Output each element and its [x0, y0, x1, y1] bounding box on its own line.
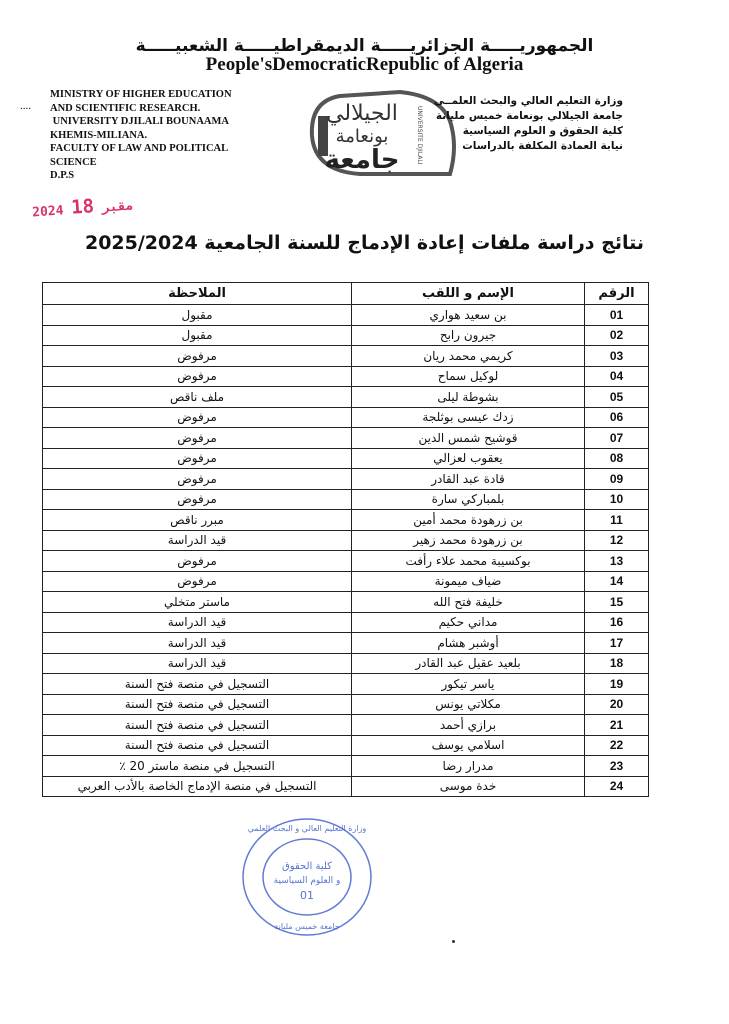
- student-name: بن زرهودة محمد أمين: [352, 510, 585, 531]
- student-name: يعقوب لعزالي: [352, 448, 585, 469]
- student-name: بن سعيد هواري: [352, 305, 585, 326]
- row-number: 22: [585, 735, 649, 756]
- student-name: كريمي محمد ريان: [352, 346, 585, 367]
- table-row: [43, 612, 649, 633]
- table-row: [43, 756, 649, 777]
- student-name: بشوطة ليلى: [352, 387, 585, 408]
- table-row: [43, 571, 649, 592]
- row-remark: قيد الدراسة: [43, 612, 352, 633]
- table-row: [43, 715, 649, 736]
- row-remark: مقبول: [43, 305, 352, 326]
- row-remark: مقبول: [43, 325, 352, 346]
- table-row: [43, 674, 649, 695]
- table-row: [43, 592, 649, 613]
- row-number: 08: [585, 448, 649, 469]
- table-row: [43, 694, 649, 715]
- table-row: [43, 551, 649, 572]
- column-header-number: الرقم: [585, 283, 649, 305]
- row-remark: مرفوض: [43, 366, 352, 387]
- table-header-row: [43, 283, 649, 305]
- margin-dots: ....: [20, 100, 31, 112]
- row-number: 04: [585, 366, 649, 387]
- table-row: [43, 428, 649, 449]
- row-remark: التسجيل في منصة فتح السنة: [43, 674, 352, 695]
- student-name: ضياف ميمونة: [352, 571, 585, 592]
- row-number: 10: [585, 489, 649, 510]
- institution-line: D.P.S: [50, 170, 75, 181]
- date-stamp: [31, 192, 133, 221]
- row-remark: مرفوض: [43, 346, 352, 367]
- row-number: 09: [585, 469, 649, 490]
- row-number: 17: [585, 633, 649, 654]
- student-name: مداني حكيم: [352, 612, 585, 633]
- student-name: بوكسيبة محمد علاء رأفت: [352, 551, 585, 572]
- student-name: برازي أحمد: [352, 715, 585, 736]
- student-name: قوشيح شمس الدين: [352, 428, 585, 449]
- results-table: [42, 282, 649, 797]
- institution-line: كلية الحقوق و العلوم السياسية: [462, 125, 623, 137]
- row-number: 23: [585, 756, 649, 777]
- institution-line: FACULTY OF LAW AND POLITICAL: [50, 143, 229, 154]
- row-number: 05: [585, 387, 649, 408]
- student-name: لوكيل سماح: [352, 366, 585, 387]
- svg-text:كلية الحقوق: كلية الحقوق: [282, 861, 332, 872]
- table-row: [43, 407, 649, 428]
- row-number: 18: [585, 653, 649, 674]
- student-name: بلمباركي سارة: [352, 489, 585, 510]
- table-row: [43, 776, 649, 797]
- row-number: 03: [585, 346, 649, 367]
- table-row: [43, 735, 649, 756]
- row-remark: مرفوض: [43, 428, 352, 449]
- table-row: [43, 633, 649, 654]
- institution-line: UNIVERSITY DJILALI BOUNAAMA: [50, 116, 230, 127]
- row-number: 11: [585, 510, 649, 531]
- row-number: 06: [585, 407, 649, 428]
- table-row: [43, 325, 649, 346]
- row-number: 12: [585, 530, 649, 551]
- scan-speck: [452, 940, 455, 943]
- svg-text:وزارة التعليم العالي و البحث ا: وزارة التعليم العالي و البحث العلمي: [247, 824, 367, 833]
- row-number: 14: [585, 571, 649, 592]
- student-name: مدرار رضا: [352, 756, 585, 777]
- svg-text:بونعامة: بونعامة: [335, 126, 389, 147]
- official-stamp: [238, 815, 376, 939]
- svg-text:الجيلالي: الجيلالي: [326, 101, 398, 126]
- table-row: [43, 305, 649, 326]
- table-row: [43, 448, 649, 469]
- date-year: 2024: [31, 203, 65, 221]
- row-remark: مرفوض: [43, 448, 352, 469]
- country-name-english: People'sDemocraticRepublic of Algeria: [205, 54, 524, 75]
- row-remark: قيد الدراسة: [43, 633, 352, 654]
- row-remark: مرفوض: [43, 551, 352, 572]
- row-remark: قيد الدراسة: [43, 530, 352, 551]
- date-month: مقبر: [101, 198, 134, 216]
- column-header-remark: الملاحظة: [43, 283, 352, 305]
- row-remark: التسجيل في منصة ماستر 20 ٪: [43, 756, 352, 777]
- row-remark: مرفوض: [43, 469, 352, 490]
- row-remark: ملف ناقص: [43, 387, 352, 408]
- student-name: ياسر تيكور: [352, 674, 585, 695]
- student-name: مكلاتي يونس: [352, 694, 585, 715]
- row-remark: التسجيل في منصة فتح السنة: [43, 735, 352, 756]
- table-row: [43, 387, 649, 408]
- institution-line: MINISTRY OF HIGHER EDUCATION: [50, 89, 232, 100]
- table-row: [43, 489, 649, 510]
- row-remark: مرفوض: [43, 489, 352, 510]
- row-remark: التسجيل في منصة الإدماج الخاصة بالأدب العربي: [43, 776, 352, 797]
- svg-text:و العلوم السياسية: و العلوم السياسية: [273, 876, 341, 886]
- svg-text:جامعة: جامعة: [324, 145, 400, 175]
- row-number: 01: [585, 305, 649, 326]
- row-remark: ماستر متخلي: [43, 592, 352, 613]
- institution-line: نيابة العمادة المكلفة بالدراسات: [462, 140, 623, 152]
- country-name-arabic: الجمهوريـــــة الجزائريـــــة الديمقراطيـــــة الشعبيـــــة: [135, 36, 594, 56]
- table-row: [43, 469, 649, 490]
- institution-line: وزارة التعليم العالي والبحث العلمــي: [433, 95, 623, 107]
- table-row: [43, 510, 649, 531]
- row-number: 07: [585, 428, 649, 449]
- row-number: 02: [585, 325, 649, 346]
- student-name: خليفة فتح الله: [352, 592, 585, 613]
- row-remark: التسجيل في منصة فتح السنة: [43, 694, 352, 715]
- column-header-name: الإسم و اللقب: [352, 283, 585, 305]
- table-row: [43, 346, 649, 367]
- institution-line: KHEMIS-MILIANA.: [50, 129, 148, 141]
- student-name: بن زرهودة محمد زهير: [352, 530, 585, 551]
- row-remark: قيد الدراسة: [43, 653, 352, 674]
- student-name: خدة موسى: [352, 776, 585, 797]
- row-number: 16: [585, 612, 649, 633]
- student-name: أوشبر هشام: [352, 633, 585, 654]
- table-row: [43, 653, 649, 674]
- student-name: قادة عبد القادر: [352, 469, 585, 490]
- row-number: 24: [585, 776, 649, 797]
- student-name: اسلامي يوسف: [352, 735, 585, 756]
- table-row: [43, 530, 649, 551]
- date-day: 18: [70, 195, 95, 219]
- row-number: 13: [585, 551, 649, 572]
- page-title: نتائج دراسة ملفات إعادة الإدماج للسنة الجامعية 2025/2024: [84, 232, 645, 254]
- svg-text:UNIVERSITE DJILALI: UNIVERSITE DJILALI: [416, 106, 423, 165]
- row-number: 15: [585, 592, 649, 613]
- institution-english: [50, 88, 232, 183]
- row-remark: التسجيل في منصة فتح السنة: [43, 715, 352, 736]
- institution-line: جامعة الجيلالي بونعامة خميس مليانة: [435, 110, 623, 122]
- institution-line: AND SCIENTIFIC RESEARCH.: [50, 102, 201, 114]
- row-remark: مبرر ناقص: [43, 510, 352, 531]
- row-remark: مرفوض: [43, 571, 352, 592]
- row-remark: مرفوض: [43, 407, 352, 428]
- student-name: زدك عيسى بوثلجة: [352, 407, 585, 428]
- row-number: 20: [585, 694, 649, 715]
- table-row: [43, 366, 649, 387]
- svg-text:01: 01: [300, 889, 314, 902]
- svg-text:جامعة خميس مليانة: جامعة خميس مليانة: [274, 922, 340, 931]
- institution-arabic: [434, 94, 623, 154]
- row-number: 21: [585, 715, 649, 736]
- student-name: بلعيد عقيل عبد القادر: [352, 653, 585, 674]
- institution-line: SCIENCE: [50, 156, 97, 168]
- student-name: جيرون رابح: [352, 325, 585, 346]
- row-number: 19: [585, 674, 649, 695]
